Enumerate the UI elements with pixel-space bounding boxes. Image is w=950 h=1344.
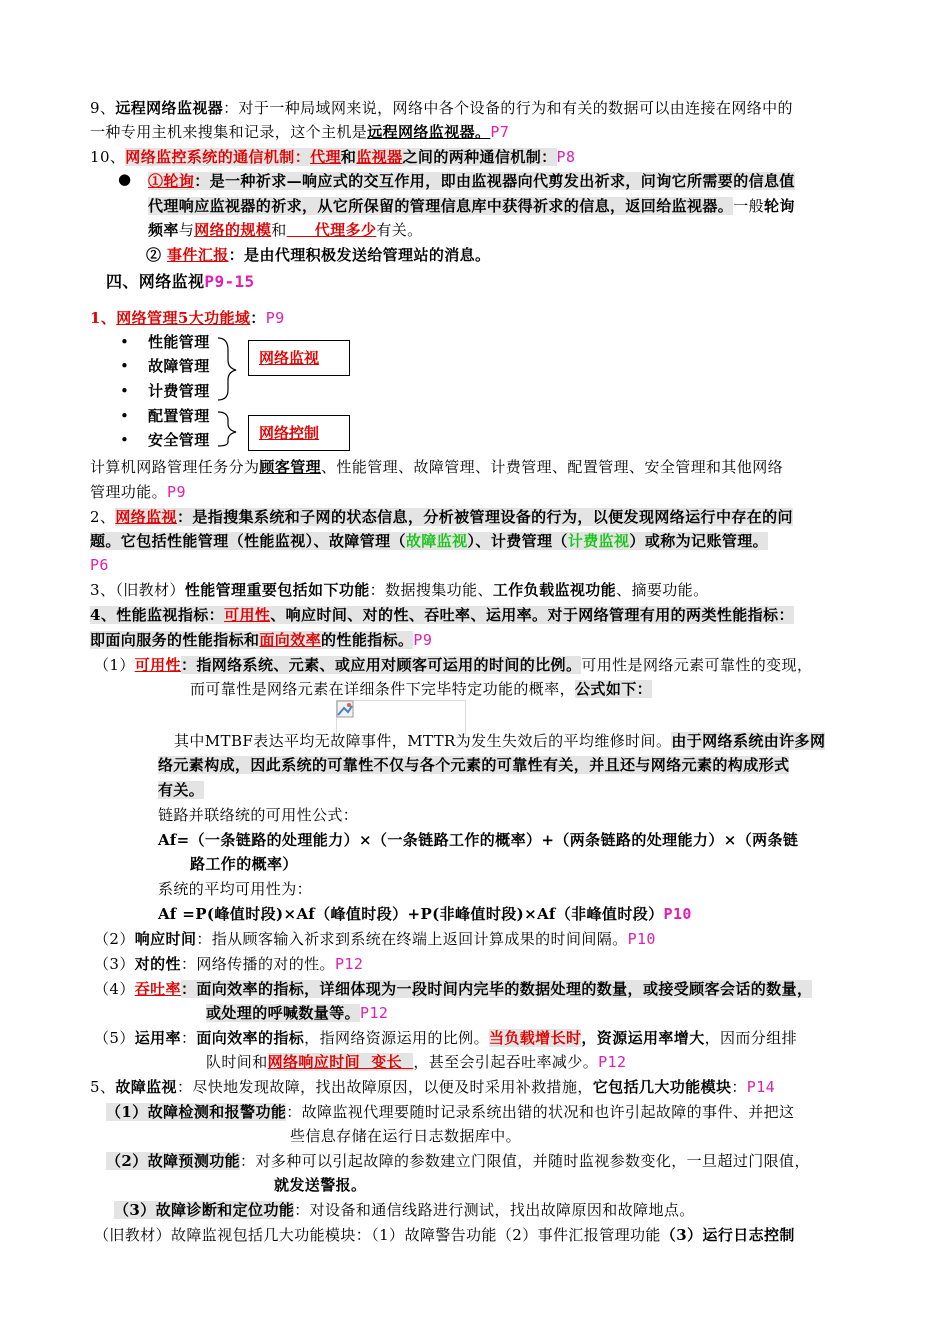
polling-line-1: ①轮询：是一种祈求—响应式的交互作用，即由监视器向代剪发出祈求，问询它所需要的信息值 <box>148 172 795 190</box>
network-monitoring-box: 网络监视 <box>248 340 350 376</box>
item-4-line-1: 4、性能监视指标：可用性、响应时间、对的性、吞吐率、运用率。对于网络管理有用的两类性能指标： <box>90 606 794 624</box>
black-circle-bullet-icon: ● <box>118 170 132 188</box>
polling-line-2: 代理响应监视器的祈求，从它所保留的管理信息库中获得祈求的信息，返回给监视器。一般轮询 <box>148 197 795 215</box>
broken-image-icon <box>336 700 354 718</box>
item-3-line: 3、（旧教材）性能管理重要包括如下功能：数据搜集功能、工作负载监视功能、摘要功能。 <box>90 581 709 599</box>
section-4-heading: 四、网络监视P9-15 <box>106 272 255 291</box>
function-item: 计费管理 <box>148 382 210 400</box>
item-9-line-1: 9、远程网络监视器：对于一种局域网来说，网络中各个设备的行为和有关的数据可以由连接在网络中的 <box>90 99 793 117</box>
bullet-icon: • <box>120 382 129 400</box>
utilization-line-1: （5）运用率：面向效率的指标，指网络资源运用的比例。当负载增长时，资源运用率增大，因而分组排 <box>94 1029 798 1047</box>
response-time-line: （2）响应时间：指从顾客输入祈求到系统在终端上返回计算成果的时间间隔。P10 <box>94 930 656 948</box>
mean-availability-title: 系统的平均可用性为： <box>158 880 313 898</box>
item-4-line-2: 即面向服务的性能指标和面向效率的性能指标。P9 <box>90 631 433 649</box>
page-ref: P6 <box>90 556 109 574</box>
item-10-title: 10、网络监控系统的通信机制：代理和监视器之间的两种通信机制：P8 <box>90 148 576 166</box>
bullet-icon: • <box>120 407 129 425</box>
item-5-title: 5、故障监视：尽快地发现故障，找出故障原因，以便及时采用补救措施，它包括几大功能模块：P14 <box>90 1078 776 1096</box>
bullet-icon: • <box>120 431 129 449</box>
item-1-desc-line-2: 管理功能。P9 <box>90 483 186 501</box>
parallel-formula-title: 链路并联络统的可用性公式： <box>158 806 359 824</box>
function-item: 性能管理 <box>148 333 210 351</box>
fault-predict-line-2: 就发送警报。 <box>274 1176 367 1194</box>
parallel-formula-line-2: 路工作的概率） <box>190 855 298 873</box>
bullet-icon: • <box>120 357 129 375</box>
throughput-line-1: （4）吞吐率：面向效率的指标，详细体现为一段时间内完毕的数据处理的数量，或接受顾客会话的数量， <box>94 980 813 998</box>
function-item: 安全管理 <box>148 431 210 449</box>
item-1-title: 1、网络管理5大功能域：P9 <box>90 309 285 327</box>
availability-line-2: 而可靠性是网络元素在详细条件下完毕特定功能的概率，公式如下： <box>190 680 653 698</box>
fault-detect-line-1: （1）故障检测和报警功能：故障监视代理要随时记录系统出错的状况和也许引起故障的事件、并把这 <box>106 1103 795 1121</box>
old-textbook-line: （旧教材）故障监视包括几大功能模块：（1）故障警告功能（2）事件汇报管理功能（3）运行日志控制 <box>94 1226 795 1244</box>
network-control-box: 网络控制 <box>248 415 350 451</box>
function-item: 配置管理 <box>148 407 210 425</box>
bullet-icon: • <box>120 333 129 351</box>
utilization-line-2: 队时间和网络响应时间 变长 ，甚至会引起吞吐率减少。P12 <box>206 1053 627 1071</box>
item-9-line-2: 一种专用主机来搜集和记录，这个主机是远程网络监视器。P7 <box>90 123 510 141</box>
fault-predict-line-1: （2）故障预测功能：对多种可以引起故障的参数建立门限值，并随时监视参数变化，一旦超过门限值， <box>106 1152 810 1170</box>
right-brace-icon <box>214 336 244 448</box>
function-item: 故障管理 <box>148 357 210 375</box>
availability-reliability-line: 络元素构成，因此系统的可靠性不仅与各个元素的可靠性有关，并且还与网络元素的构成形式 <box>158 756 790 774</box>
availability-reliability-end: 有关。 <box>158 781 205 799</box>
throughput-line-2: 或处理的呼喊数量等。P12 <box>206 1004 389 1022</box>
mean-availability-formula: Af =P(峰值时段)×Af（峰值时段）+P(非峰值时段)×Af（非峰值时段）P10 <box>158 905 692 923</box>
availability-line-1: （1）可用性：指网络系统、元素、或应用对顾客可运用的时间的比例。可用性是网络元素可靠性的变现， <box>94 656 813 674</box>
correctness-line: （3）对的性：网络传播的对的性。P12 <box>94 955 364 973</box>
mtbf-line: 其中MTBF表达平均无故障事件，MTTR为发生失效后的平均维修时间。由于网络系统由许多网 <box>174 732 826 750</box>
event-report-line: ② 事件汇报：是由代理积极发送给管理站的消息。 <box>146 246 491 264</box>
fault-diagnose-line: （3）故障诊断和定位功能：对设备和通信线路进行测试，找出故障原因和故障地点。 <box>114 1201 695 1219</box>
item-1-desc-line-1: 计算机网路管理任务分为顾客管理、性能管理、故障管理、计费管理、配置管理、安全管理和其他网络 <box>90 458 784 476</box>
polling-line-3: 频率与网络的规模和 代理多少有关。 <box>148 221 423 239</box>
parallel-formula-line-1: Af=（一条链路的处理能力）×（一条链路工作的概率）+（两条链路的处理能力）×（两条链 <box>158 831 799 849</box>
item-2-line-2: 题。它包括性能管理（性能监视）、故障管理（故障监视）、计费管理（计费监视）或称为记账管理。 <box>90 532 769 550</box>
item-2-line-1: 2、网络监视：是指搜集系统和子网的状态信息，分析被管理设备的行为，以便发现网络运行中存在的问 <box>90 508 793 526</box>
fault-detect-line-2: 些信息存储在运行日志数据库中。 <box>290 1127 522 1145</box>
